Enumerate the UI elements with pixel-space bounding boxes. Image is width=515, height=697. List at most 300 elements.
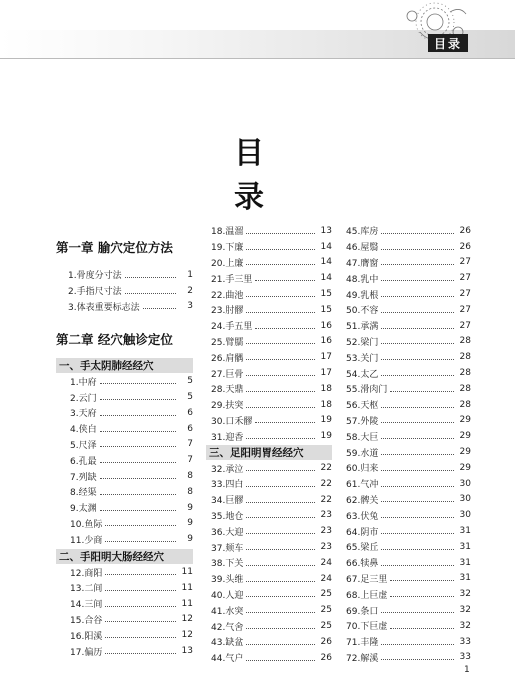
dot-leader	[246, 465, 315, 471]
dot-leader	[381, 402, 454, 408]
toc-entry-title: 54.太乙	[346, 369, 379, 380]
toc-entry-title: 39.头维	[211, 575, 244, 586]
toc-entry-page: 28	[459, 336, 471, 347]
toc-entry-title: 19.下廉	[211, 243, 244, 254]
toc-entry-page: 11	[181, 567, 193, 578]
toc-entry-page: 31	[459, 526, 471, 537]
toc-entry-page: 22	[320, 478, 332, 489]
toc-entry-page: 19	[320, 415, 332, 426]
toc-entry-title: 36.大迎	[211, 527, 244, 538]
toc-entry-page: 26	[320, 636, 332, 647]
toc-entry-page: 24	[320, 573, 332, 584]
toc-entry-page: 30	[459, 510, 471, 521]
toc-entry[interactable]	[68, 267, 193, 283]
toc-entry-title: 16.阳溪	[70, 631, 103, 642]
toc-entry-title: 48.乳中	[346, 274, 379, 285]
toc-entry-title: 46.屋翳	[346, 243, 379, 254]
dot-leader	[381, 259, 454, 265]
toc-entry[interactable]	[211, 334, 332, 350]
toc-entry-page: 9	[187, 534, 193, 545]
toc-entry-page: 28	[459, 368, 471, 379]
dot-leader	[100, 473, 176, 479]
toc-entry-page: 30	[459, 478, 471, 489]
toc-entry[interactable]	[346, 507, 471, 523]
toc-entry[interactable]	[211, 539, 332, 555]
dot-leader	[246, 639, 315, 645]
dot-leader	[381, 433, 454, 439]
toc-entry-page: 23	[320, 542, 332, 553]
toc-entry-title: 14.三间	[70, 600, 103, 611]
dot-leader	[246, 291, 315, 297]
toc-entry-title: 44.气户	[211, 654, 244, 665]
section-header: 二、手阳明大肠经经穴	[56, 549, 193, 564]
toc-entry-title: 28.天鼎	[211, 385, 244, 396]
toc-entry-title: 67.足三里	[346, 574, 388, 585]
toc-entry[interactable]	[211, 460, 332, 476]
dot-leader	[246, 497, 315, 503]
toc-entry[interactable]	[211, 349, 332, 365]
toc-entry-page: 9	[187, 518, 193, 529]
toc-entry[interactable]	[211, 571, 332, 587]
toc-entry[interactable]	[346, 318, 471, 334]
toc-entry[interactable]	[70, 437, 193, 453]
toc-entry-page: 29	[459, 431, 471, 442]
toc-entry-page: 27	[459, 320, 471, 331]
dot-leader	[246, 386, 315, 392]
toc-entry[interactable]	[346, 650, 471, 666]
toc-entry[interactable]	[211, 413, 332, 429]
toc-entry[interactable]	[70, 405, 193, 421]
toc-entry-page: 16	[320, 320, 332, 331]
toc-entry[interactable]	[211, 223, 332, 239]
dot-leader	[246, 655, 315, 661]
toc-entry[interactable]	[211, 255, 332, 271]
toc-entry[interactable]	[70, 421, 193, 437]
dot-leader	[381, 417, 454, 423]
dot-leader	[246, 228, 315, 234]
toc-entry-page: 1	[187, 269, 193, 280]
toc-entry-page: 7	[187, 439, 193, 450]
toc-entry[interactable]	[211, 650, 332, 666]
toc-entry-page: 33	[459, 636, 471, 647]
toc-entry-title: 64.阴市	[346, 527, 379, 538]
toc-entry[interactable]	[211, 270, 332, 286]
toc-entry-title: 52.梁门	[346, 337, 379, 348]
dot-leader	[143, 303, 176, 309]
toc-entry-title: 70.下巨虚	[346, 622, 388, 633]
toc-entry-page: 32	[459, 620, 471, 631]
toc-entry-title: 25.臂臑	[211, 337, 244, 348]
toc-entry-title: 61.气冲	[346, 480, 379, 491]
toc-entry-page: 7	[187, 455, 193, 466]
toc-entry-title: 22.曲池	[211, 290, 244, 301]
toc-entry-title: 33.四白	[211, 480, 244, 491]
dot-leader	[246, 433, 315, 439]
toc-entry-title: 34.巨髎	[211, 496, 244, 507]
toc-entry[interactable]	[211, 492, 332, 508]
dot-leader	[246, 544, 315, 550]
toc-entry-title: 47.膺窗	[346, 258, 379, 269]
toc-entry[interactable]	[346, 476, 471, 492]
toc-entry[interactable]	[70, 564, 193, 580]
dot-leader	[381, 544, 454, 550]
toc-entry-title: 58.大巨	[346, 432, 379, 443]
dot-leader	[100, 441, 176, 447]
dot-leader	[381, 528, 454, 534]
dot-leader	[381, 512, 454, 518]
dot-leader	[246, 402, 315, 408]
toc-entry-page: 17	[320, 368, 332, 379]
chapter-1-title: 第一章 腧穴定位方法	[56, 240, 173, 255]
dot-leader	[100, 457, 176, 463]
toc-entry-title: 66.犊鼻	[346, 559, 379, 570]
dot-leader	[246, 576, 315, 582]
toc-entry[interactable]	[211, 587, 332, 603]
toc-entry[interactable]	[346, 539, 471, 555]
dot-leader	[246, 512, 315, 518]
toc-entry[interactable]	[70, 612, 193, 628]
toc-entry-title: 57.外陵	[346, 416, 379, 427]
toc-entry[interactable]	[346, 444, 471, 460]
dot-leader	[255, 417, 315, 423]
toc-entry-title: 31.迎香	[211, 432, 244, 443]
toc-entry[interactable]	[346, 270, 471, 286]
toc-entry-title: 53.关门	[346, 353, 379, 364]
toc-column-1	[56, 238, 193, 659]
toc-entry-page: 27	[459, 273, 471, 284]
toc-entry[interactable]	[346, 381, 471, 397]
toc-entry-title: 3.体表重要标志法	[68, 302, 140, 313]
dot-leader	[381, 291, 454, 297]
section-header: 一、手太阴肺经经穴	[56, 358, 193, 373]
toc-entry-page: 32	[459, 589, 471, 600]
dot-leader	[381, 275, 454, 281]
toc-entry-page: 11	[181, 582, 193, 593]
toc-entry[interactable]	[211, 618, 332, 634]
toc-entry[interactable]	[346, 413, 471, 429]
toc-entry-title: 10.鱼际	[70, 519, 103, 530]
toc-entry-title: 32.承泣	[211, 464, 244, 475]
toc-entry[interactable]	[211, 555, 332, 571]
toc-entry-title: 62.髀关	[346, 495, 379, 506]
toc-entry-page: 8	[187, 471, 193, 482]
toc-entry[interactable]	[70, 580, 193, 596]
dot-leader	[381, 370, 454, 376]
toc-entry-page: 12	[181, 630, 193, 641]
toc-entry[interactable]	[346, 586, 471, 602]
header-section-tag: 目录	[428, 34, 468, 52]
dot-leader	[100, 394, 176, 400]
toc-entry[interactable]	[211, 428, 332, 444]
toc-entry[interactable]	[346, 428, 471, 444]
toc-entry-page: 15	[320, 289, 332, 300]
toc-entry-page: 29	[459, 447, 471, 458]
toc-column-2	[206, 223, 332, 666]
page-title: 目 录	[234, 136, 286, 215]
dot-leader	[246, 307, 315, 313]
toc-entry-page: 23	[320, 510, 332, 521]
dot-leader	[381, 481, 454, 487]
toc-entry-page: 26	[320, 652, 332, 663]
toc-entry-title: 1.骨度分寸法	[68, 271, 122, 282]
toc-entry-title: 24.手五里	[211, 322, 253, 333]
toc-entry-page: 31	[459, 557, 471, 568]
toc-entry-page: 25	[320, 589, 332, 600]
page-number: 1	[464, 665, 470, 675]
toc-entry[interactable]	[346, 602, 471, 618]
toc-entry-page: 27	[459, 257, 471, 268]
toc-entry[interactable]	[346, 555, 471, 571]
toc-entry[interactable]	[346, 349, 471, 365]
dot-leader	[105, 601, 176, 607]
dot-leader	[381, 639, 454, 645]
dot-leader	[246, 481, 315, 487]
toc-entry-title: 40.人迎	[211, 590, 244, 601]
toc-entry-page: 2	[187, 285, 193, 296]
toc-entry-title: 65.梁丘	[346, 543, 379, 554]
header-rule	[0, 58, 515, 59]
toc-entry[interactable]	[346, 365, 471, 381]
dot-leader	[100, 489, 176, 495]
dot-leader	[100, 378, 176, 384]
toc-entry-title: 7.列缺	[70, 472, 97, 483]
toc-entry[interactable]	[211, 508, 332, 524]
toc-entry-title: 55.滑肉门	[346, 385, 388, 396]
toc-column-3	[346, 223, 471, 665]
toc-entry[interactable]	[70, 468, 193, 484]
toc-entry[interactable]	[70, 596, 193, 612]
dot-leader	[105, 632, 176, 638]
toc-entry-title: 17.偏历	[70, 647, 103, 658]
dot-leader	[100, 505, 176, 511]
toc-entry-title: 27.巨骨	[211, 369, 244, 380]
dot-leader	[381, 338, 454, 344]
toc-entry-title: 43.缺盆	[211, 638, 244, 649]
toc-entry-title: 45.库房	[346, 227, 379, 238]
toc-entry-page: 12	[181, 614, 193, 625]
toc-entry-page: 27	[459, 289, 471, 300]
dot-leader	[381, 307, 454, 313]
dot-leader	[390, 591, 454, 597]
toc-entry-title: 1.中府	[70, 377, 97, 388]
toc-entry-title: 72.解溪	[346, 653, 379, 664]
toc-entry-page: 25	[320, 605, 332, 616]
dot-leader	[246, 244, 315, 250]
toc-entry[interactable]	[211, 523, 332, 539]
dot-leader	[255, 275, 315, 281]
dot-leader	[381, 354, 454, 360]
toc-entry[interactable]	[211, 397, 332, 413]
toc-entry-title: 21.手三里	[211, 274, 253, 285]
toc-entry-page: 11	[181, 598, 193, 609]
dot-leader	[381, 228, 454, 234]
dot-leader	[381, 560, 454, 566]
dot-leader	[100, 410, 176, 416]
toc-entry[interactable]	[211, 239, 332, 255]
toc-entry-title: 37.颊车	[211, 543, 244, 554]
toc-entry-title: 2.云门	[70, 393, 97, 404]
toc-entry-title: 51.承满	[346, 322, 379, 333]
toc-entry[interactable]	[211, 602, 332, 618]
toc-entry-page: 8	[187, 486, 193, 497]
toc-entry-page: 16	[320, 336, 332, 347]
toc-entry-page: 14	[320, 257, 332, 268]
dot-leader	[100, 426, 176, 432]
toc-entry[interactable]	[211, 302, 332, 318]
toc-entry[interactable]	[346, 492, 471, 508]
toc-entry-title: 42.气舍	[211, 622, 244, 633]
toc-entry[interactable]	[70, 389, 193, 405]
dot-leader	[390, 386, 454, 392]
toc-entry-title: 4.侠白	[70, 425, 97, 436]
toc-entry[interactable]	[346, 523, 471, 539]
toc-entry-page: 31	[459, 573, 471, 584]
dot-leader	[246, 259, 315, 265]
toc-entry-page: 31	[459, 541, 471, 552]
toc-entry[interactable]	[211, 318, 332, 334]
dot-leader	[381, 465, 454, 471]
toc-entry-page: 6	[187, 407, 193, 418]
toc-entry-page: 5	[187, 392, 193, 403]
toc-entry-page: 28	[459, 399, 471, 410]
toc-entry-page: 29	[459, 462, 471, 473]
section-header: 三、足阳明胃经经穴	[206, 445, 332, 460]
dot-leader	[105, 569, 176, 575]
toc-entry-page: 19	[320, 431, 332, 442]
dot-leader	[105, 648, 176, 654]
toc-entry-title: 38.下关	[211, 559, 244, 570]
toc-entry-page: 32	[459, 605, 471, 616]
toc-entry-title: 20.上廉	[211, 258, 244, 269]
toc-entry-page: 22	[320, 463, 332, 474]
toc-entry-page: 14	[320, 273, 332, 284]
toc-entry[interactable]	[346, 634, 471, 650]
toc-entry[interactable]	[346, 397, 471, 413]
toc-entry-title: 60.归来	[346, 464, 379, 475]
toc-entry-title: 23.肘髎	[211, 306, 244, 317]
toc-entry-page: 28	[459, 383, 471, 394]
toc-entry-title: 63.伏兔	[346, 511, 379, 522]
toc-entry-title: 29.扶突	[211, 401, 244, 412]
toc-entry-page: 22	[320, 494, 332, 505]
toc-entry[interactable]	[70, 643, 193, 659]
toc-entry[interactable]	[70, 373, 193, 389]
dot-leader	[105, 616, 176, 622]
dot-leader	[105, 585, 176, 591]
toc-entry-page: 3	[187, 301, 193, 312]
toc-entry-title: 8.经渠	[70, 488, 97, 499]
dot-leader	[246, 528, 315, 534]
toc-entry-page: 6	[187, 423, 193, 434]
toc-entry-page: 25	[320, 621, 332, 632]
toc-entry[interactable]	[70, 452, 193, 468]
toc-entry-title: 41.水突	[211, 606, 244, 617]
toc-entry-page: 13	[320, 225, 332, 236]
chapter-2-title: 第二章 经穴触诊定位	[56, 332, 173, 348]
toc-entry-title: 15.合谷	[70, 615, 103, 626]
toc-entry-page: 13	[181, 646, 193, 657]
toc-entry-page: 5	[187, 376, 193, 387]
toc-entry-title: 69.条口	[346, 606, 379, 617]
toc-entry[interactable]	[211, 634, 332, 650]
toc-entry[interactable]	[346, 223, 471, 239]
toc-entry-title: 18.温溜	[211, 227, 244, 238]
dot-leader	[246, 354, 315, 360]
toc-entry-page: 14	[320, 241, 332, 252]
dot-leader	[105, 536, 176, 542]
toc-entry[interactable]	[211, 476, 332, 492]
toc-entry-title: 71.丰隆	[346, 638, 379, 649]
toc-entry[interactable]	[70, 627, 193, 643]
dot-leader	[246, 370, 315, 376]
toc-entry[interactable]	[346, 239, 471, 255]
toc-entry-page: 23	[320, 526, 332, 537]
toc-entry-title: 11.少商	[70, 535, 103, 546]
toc-entry-page: 28	[459, 352, 471, 363]
toc-entry-title: 49.乳根	[346, 290, 379, 301]
dot-leader	[246, 560, 315, 566]
toc-entry-page: 15	[320, 304, 332, 315]
toc-entry-page: 9	[187, 502, 193, 513]
dot-leader	[255, 323, 315, 329]
toc-entry[interactable]	[70, 516, 193, 532]
toc-entry-title: 35.地仓	[211, 511, 244, 522]
toc-entry-page: 27	[459, 304, 471, 315]
toc-entry-page: 26	[459, 241, 471, 252]
dot-leader	[381, 607, 454, 613]
toc-entry-page: 29	[459, 415, 471, 426]
toc-entry[interactable]	[70, 500, 193, 516]
toc-entry[interactable]	[346, 571, 471, 587]
dot-leader	[381, 244, 454, 250]
toc-entry[interactable]	[211, 381, 332, 397]
toc-entry[interactable]	[346, 460, 471, 476]
toc-entry-title: 12.商阳	[70, 568, 103, 579]
toc-entry-title: 26.肩髃	[211, 353, 244, 364]
toc-entry-title: 6.孔最	[70, 456, 97, 467]
toc-entry[interactable]	[70, 531, 193, 547]
toc-entry-page: 33	[459, 652, 471, 663]
toc-entry[interactable]	[346, 255, 471, 271]
dot-leader	[246, 623, 315, 629]
toc-entry[interactable]	[211, 286, 332, 302]
toc-entry[interactable]	[346, 334, 471, 350]
toc-entry[interactable]	[68, 299, 193, 315]
toc-entry-page: 17	[320, 352, 332, 363]
dot-leader	[390, 575, 454, 581]
toc-entry[interactable]	[346, 286, 471, 302]
toc-entry-title: 59.水道	[346, 448, 379, 459]
toc-entry-page: 18	[320, 383, 332, 394]
dot-leader	[246, 338, 315, 344]
toc-entry[interactable]	[346, 302, 471, 318]
toc-entry-title: 68.上巨虚	[346, 590, 388, 601]
toc-entry[interactable]	[70, 484, 193, 500]
toc-entry-title: 2.手指尺寸法	[68, 287, 122, 298]
toc-entry-title: 13.二间	[70, 584, 103, 595]
toc-entry-title: 5.尺泽	[70, 440, 97, 451]
dot-leader	[246, 607, 315, 613]
toc-entry-title: 9.太渊	[70, 504, 97, 515]
toc-entry[interactable]	[346, 618, 471, 634]
toc-entry[interactable]	[211, 365, 332, 381]
toc-entry[interactable]	[68, 283, 193, 299]
dot-leader	[381, 323, 454, 329]
toc-entry-title: 30.口禾髎	[211, 416, 253, 427]
dot-leader	[246, 591, 315, 597]
toc-entry-title: 56.天枢	[346, 401, 379, 412]
dot-leader	[390, 623, 454, 629]
